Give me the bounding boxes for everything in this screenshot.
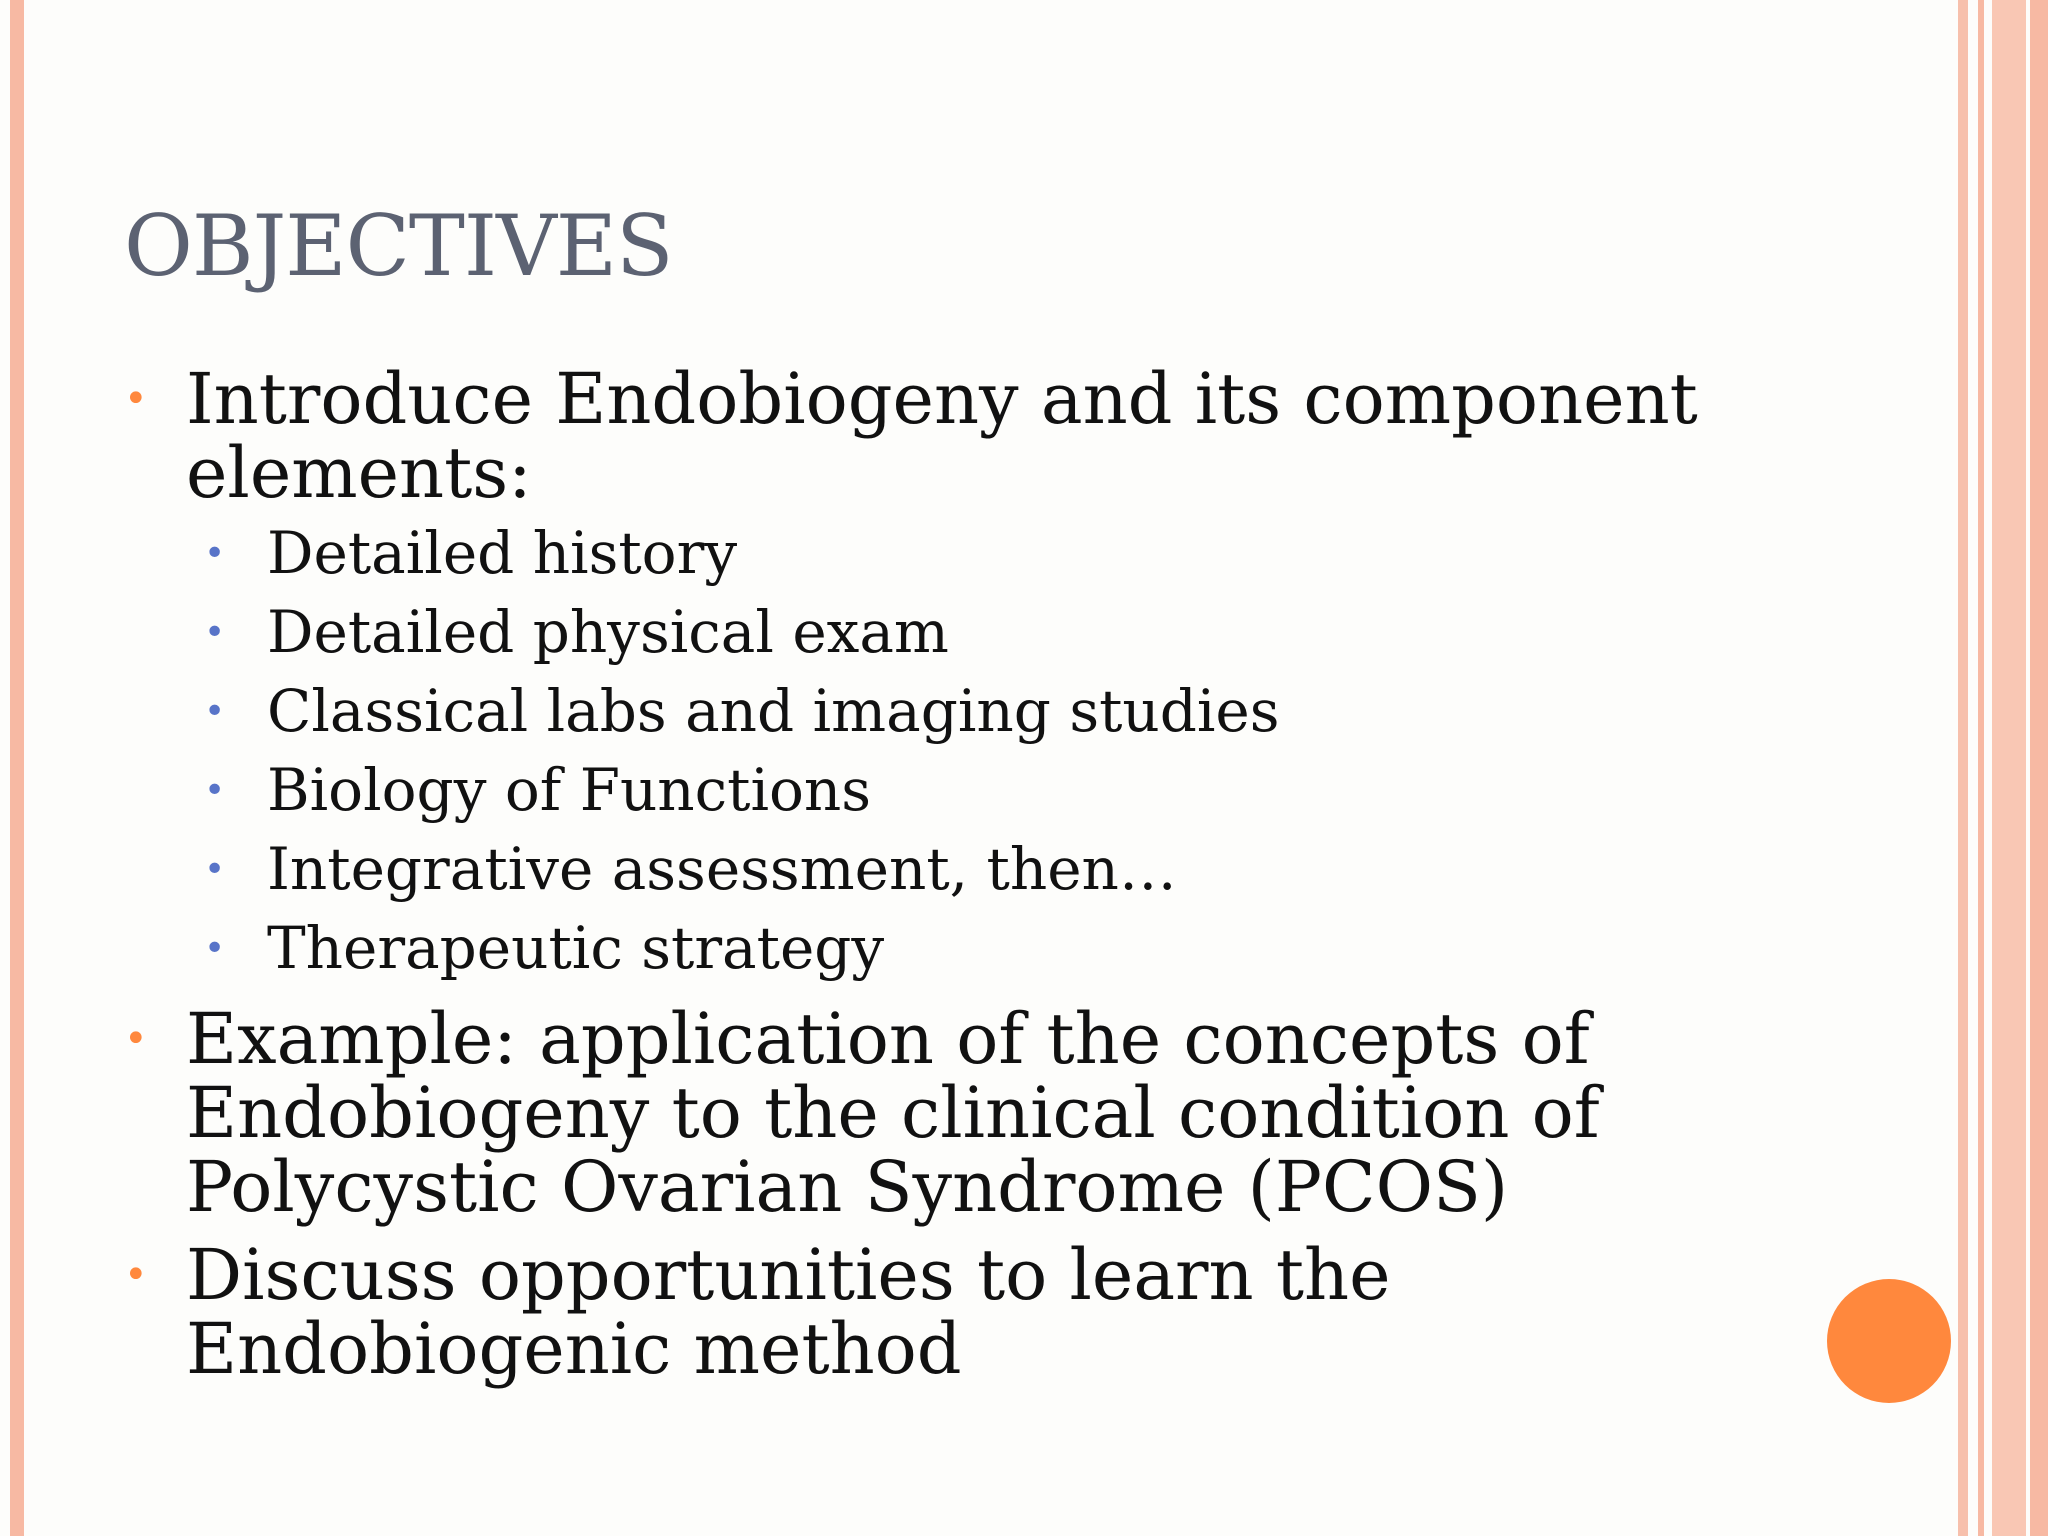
right-border-stripe bbox=[1958, 0, 1968, 1536]
sub-list bbox=[124, 514, 1804, 988]
sub-list-item bbox=[124, 909, 1804, 988]
list-item bbox=[124, 1234, 1804, 1390]
list-item bbox=[124, 998, 1804, 1228]
bullet-icon: • bbox=[124, 376, 148, 422]
accent-circle bbox=[1827, 1279, 1951, 1403]
sub-list-item-text: Detailed history bbox=[267, 519, 738, 587]
bullet-icon: • bbox=[204, 533, 226, 574]
sub-list-item-text: Detailed physical exam bbox=[267, 598, 949, 666]
sub-list-item bbox=[124, 593, 1804, 672]
bullet-icon: • bbox=[204, 612, 226, 653]
sub-list-item-text: Biology of Functions bbox=[267, 756, 872, 824]
sub-list-item bbox=[124, 672, 1804, 751]
bullet-icon: • bbox=[124, 1016, 148, 1062]
list-item-text: Discuss opportunities to learn the Endobiogenic method bbox=[186, 1234, 1391, 1390]
right-border-stripe bbox=[2030, 0, 2048, 1536]
right-border-stripe bbox=[1978, 0, 1984, 1536]
bullet-icon: • bbox=[204, 691, 226, 732]
bullet-icon: • bbox=[204, 849, 226, 890]
left-border-stripe bbox=[10, 0, 24, 1536]
sub-list-item bbox=[124, 751, 1804, 830]
bullet-icon: • bbox=[204, 770, 226, 811]
sub-list-item bbox=[124, 830, 1804, 909]
sub-list-item-text: Integrative assessment, then… bbox=[267, 835, 1177, 903]
right-border-stripe bbox=[1992, 0, 2026, 1536]
bullet-icon: • bbox=[204, 928, 226, 969]
list-item-text: Introduce Endobiogeny and its component elements: bbox=[186, 358, 1698, 514]
sub-list-item-text: Classical labs and imaging studies bbox=[267, 677, 1280, 745]
list-item bbox=[124, 358, 1804, 514]
sub-list-item-text: Therapeutic strategy bbox=[267, 914, 885, 982]
list-item-text: Example: application of the concepts of Endobiogeny to the clinical condition of Polycystic Ovarian Syndrome (PCOS) bbox=[186, 998, 1600, 1228]
slide-title: OBJECTIVES bbox=[124, 197, 673, 295]
bullet-list bbox=[124, 358, 1804, 1390]
bullet-icon: • bbox=[124, 1252, 148, 1298]
sub-list-item bbox=[124, 514, 1804, 593]
